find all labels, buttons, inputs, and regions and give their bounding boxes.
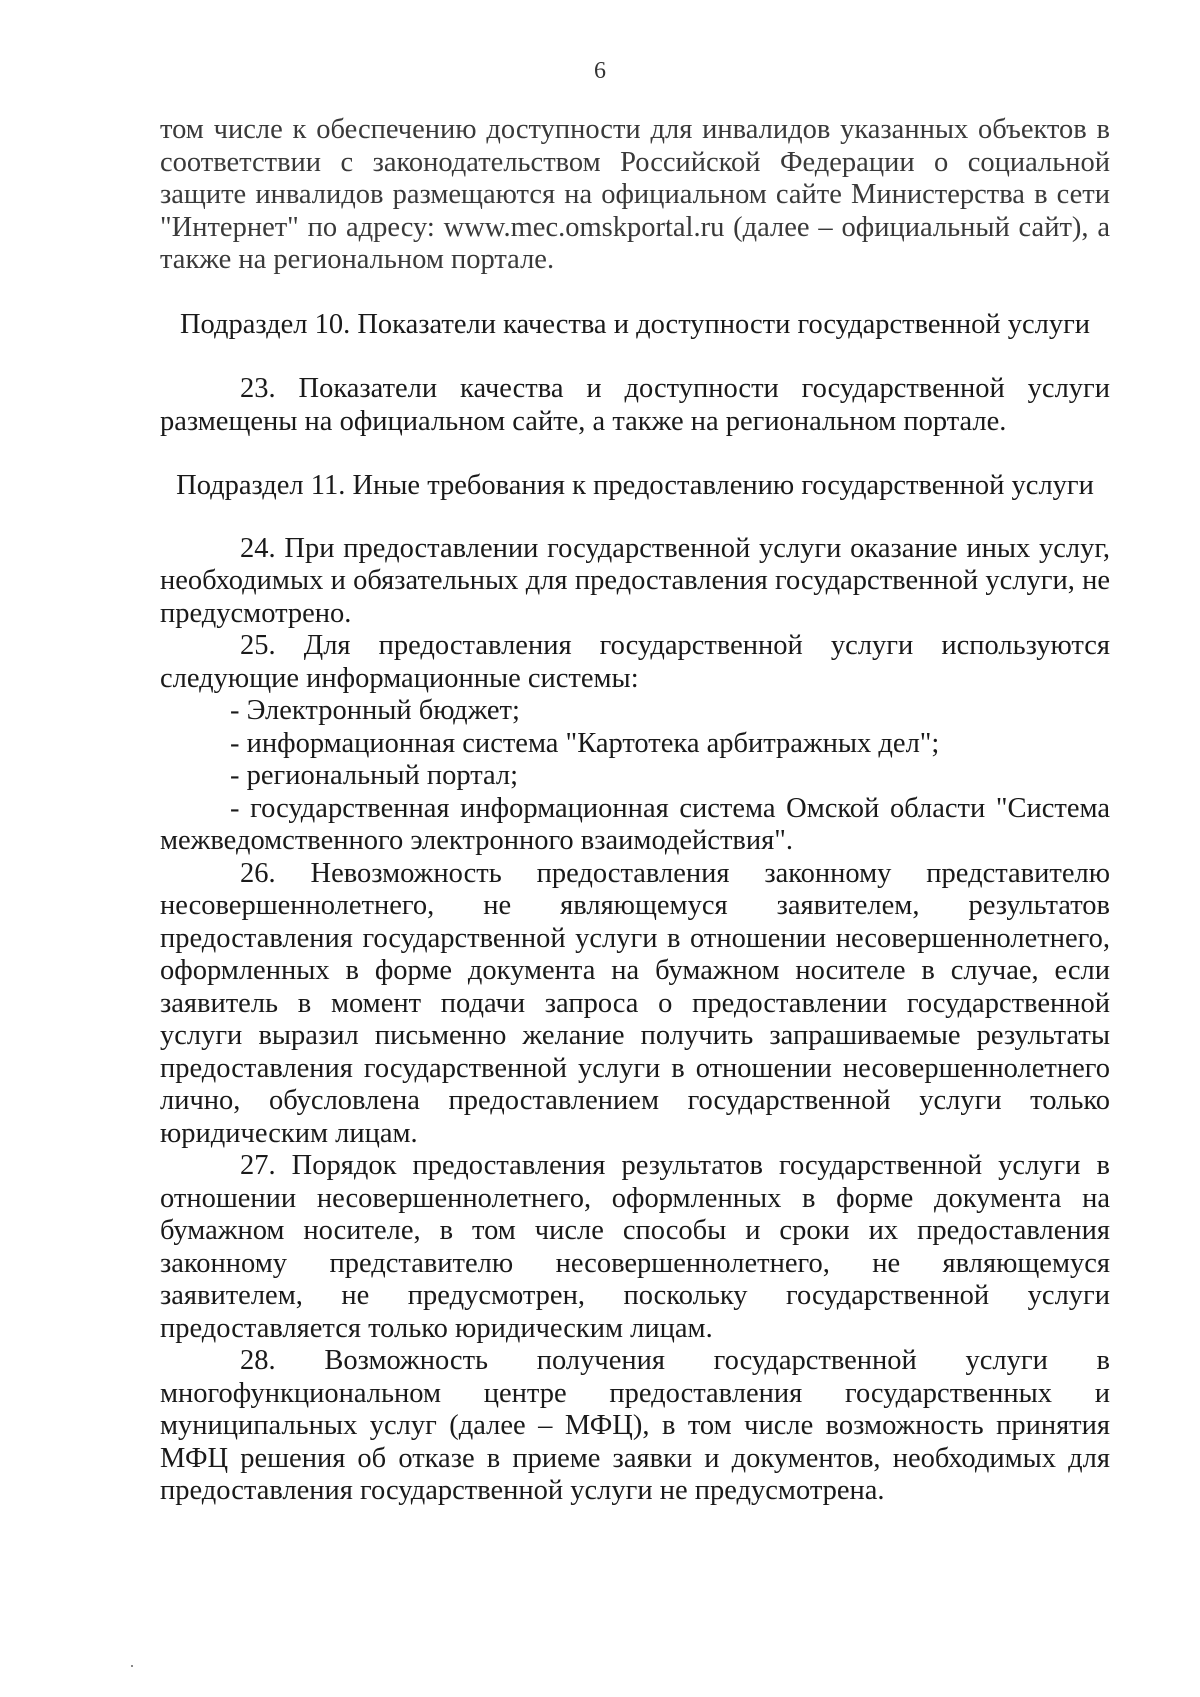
item-25-list-entry-2: - информационная система "Картотека арбитражных дел";	[230, 727, 940, 759]
spacer	[160, 277, 1110, 309]
page-number: 6	[594, 58, 606, 84]
intro-paragraph: том числе к обеспечению доступности для инвалидов указанных объектов в соответствии с законодательством Российской Федерации о социальной защите инвалидов размещаются на официальном сайте Министерства в сети "Интернет" по адресу: www.mec.omskportal.ru (далее – официальный сайт), а также на региональном портале.	[160, 114, 1110, 275]
spacer	[160, 438, 1110, 470]
item-25-list-entry-4: - государственная информационная система Омской области "Система межведомственного электронного взаимодействия".	[160, 792, 1110, 856]
item-28: 28. Возможность получения государственной услуги в многофункциональном центре предоставления государственных и муниципальных услуг (далее – МФЦ), в том числе возможность принятия МФЦ решения об отказе в приеме заявки и документов, необходимых для предоставления государственной услуги не предусмотрена.	[160, 1345, 1110, 1506]
item-23: 23. Показатели качества и доступности государственной услуги размещены на официальном сайте, а также на региональном портале.	[160, 373, 1110, 437]
item-24: 24. При предоставлении государственной услуги оказание иных услуг, необходимых и обязательных для предоставления государственной услуги, не предусмотрено.	[160, 532, 1110, 629]
item-25: 25. Для предоставления государственной услуги используются следующие информационные системы:	[160, 630, 1110, 694]
subsection-11-title: Подраздел 11. Иные требования к предоставлению государственной услуги	[176, 470, 1094, 501]
document-body	[160, 114, 1110, 1508]
item-26: 26. Невозможность предоставления законному представителю несовершеннолетнего, не являющемуся заявителем, результатов предоставления государственной услуги в отношении несовершеннолетнего, оформленных в форме документа на бумажном носителе в случае, если заявитель в момент подачи запроса о предоставлении государственной услуги выразил письменно желание получить запрашиваемые результаты предоставления государственной услуги в отношении несовершеннолетнего лично, обусловлена предоставлением государственной услуги только юридическим лицам.	[160, 857, 1110, 1149]
item-27: 27. Порядок предоставления результатов государственной услуги в отношении несовершеннолетнего, оформленных в форме документа на бумажном носителе, в том числе способы и сроки их предоставления законному представителю несовершеннолетнего, не являющемуся заявителем, не предусмотрен, поскольку государственной услуги предоставляется только юридическим лицам.	[160, 1150, 1110, 1344]
item-25-list-entry-3: - региональный портал;	[230, 760, 519, 791]
spacer	[160, 341, 1110, 373]
scan-speck	[131, 1665, 133, 1667]
item-25-list-entry-1: - Электронный бюджет;	[230, 695, 520, 726]
spacer	[160, 503, 1110, 533]
subsection-10-title: Подраздел 10. Показатели качества и доступности государственной услуги	[179, 308, 1091, 340]
